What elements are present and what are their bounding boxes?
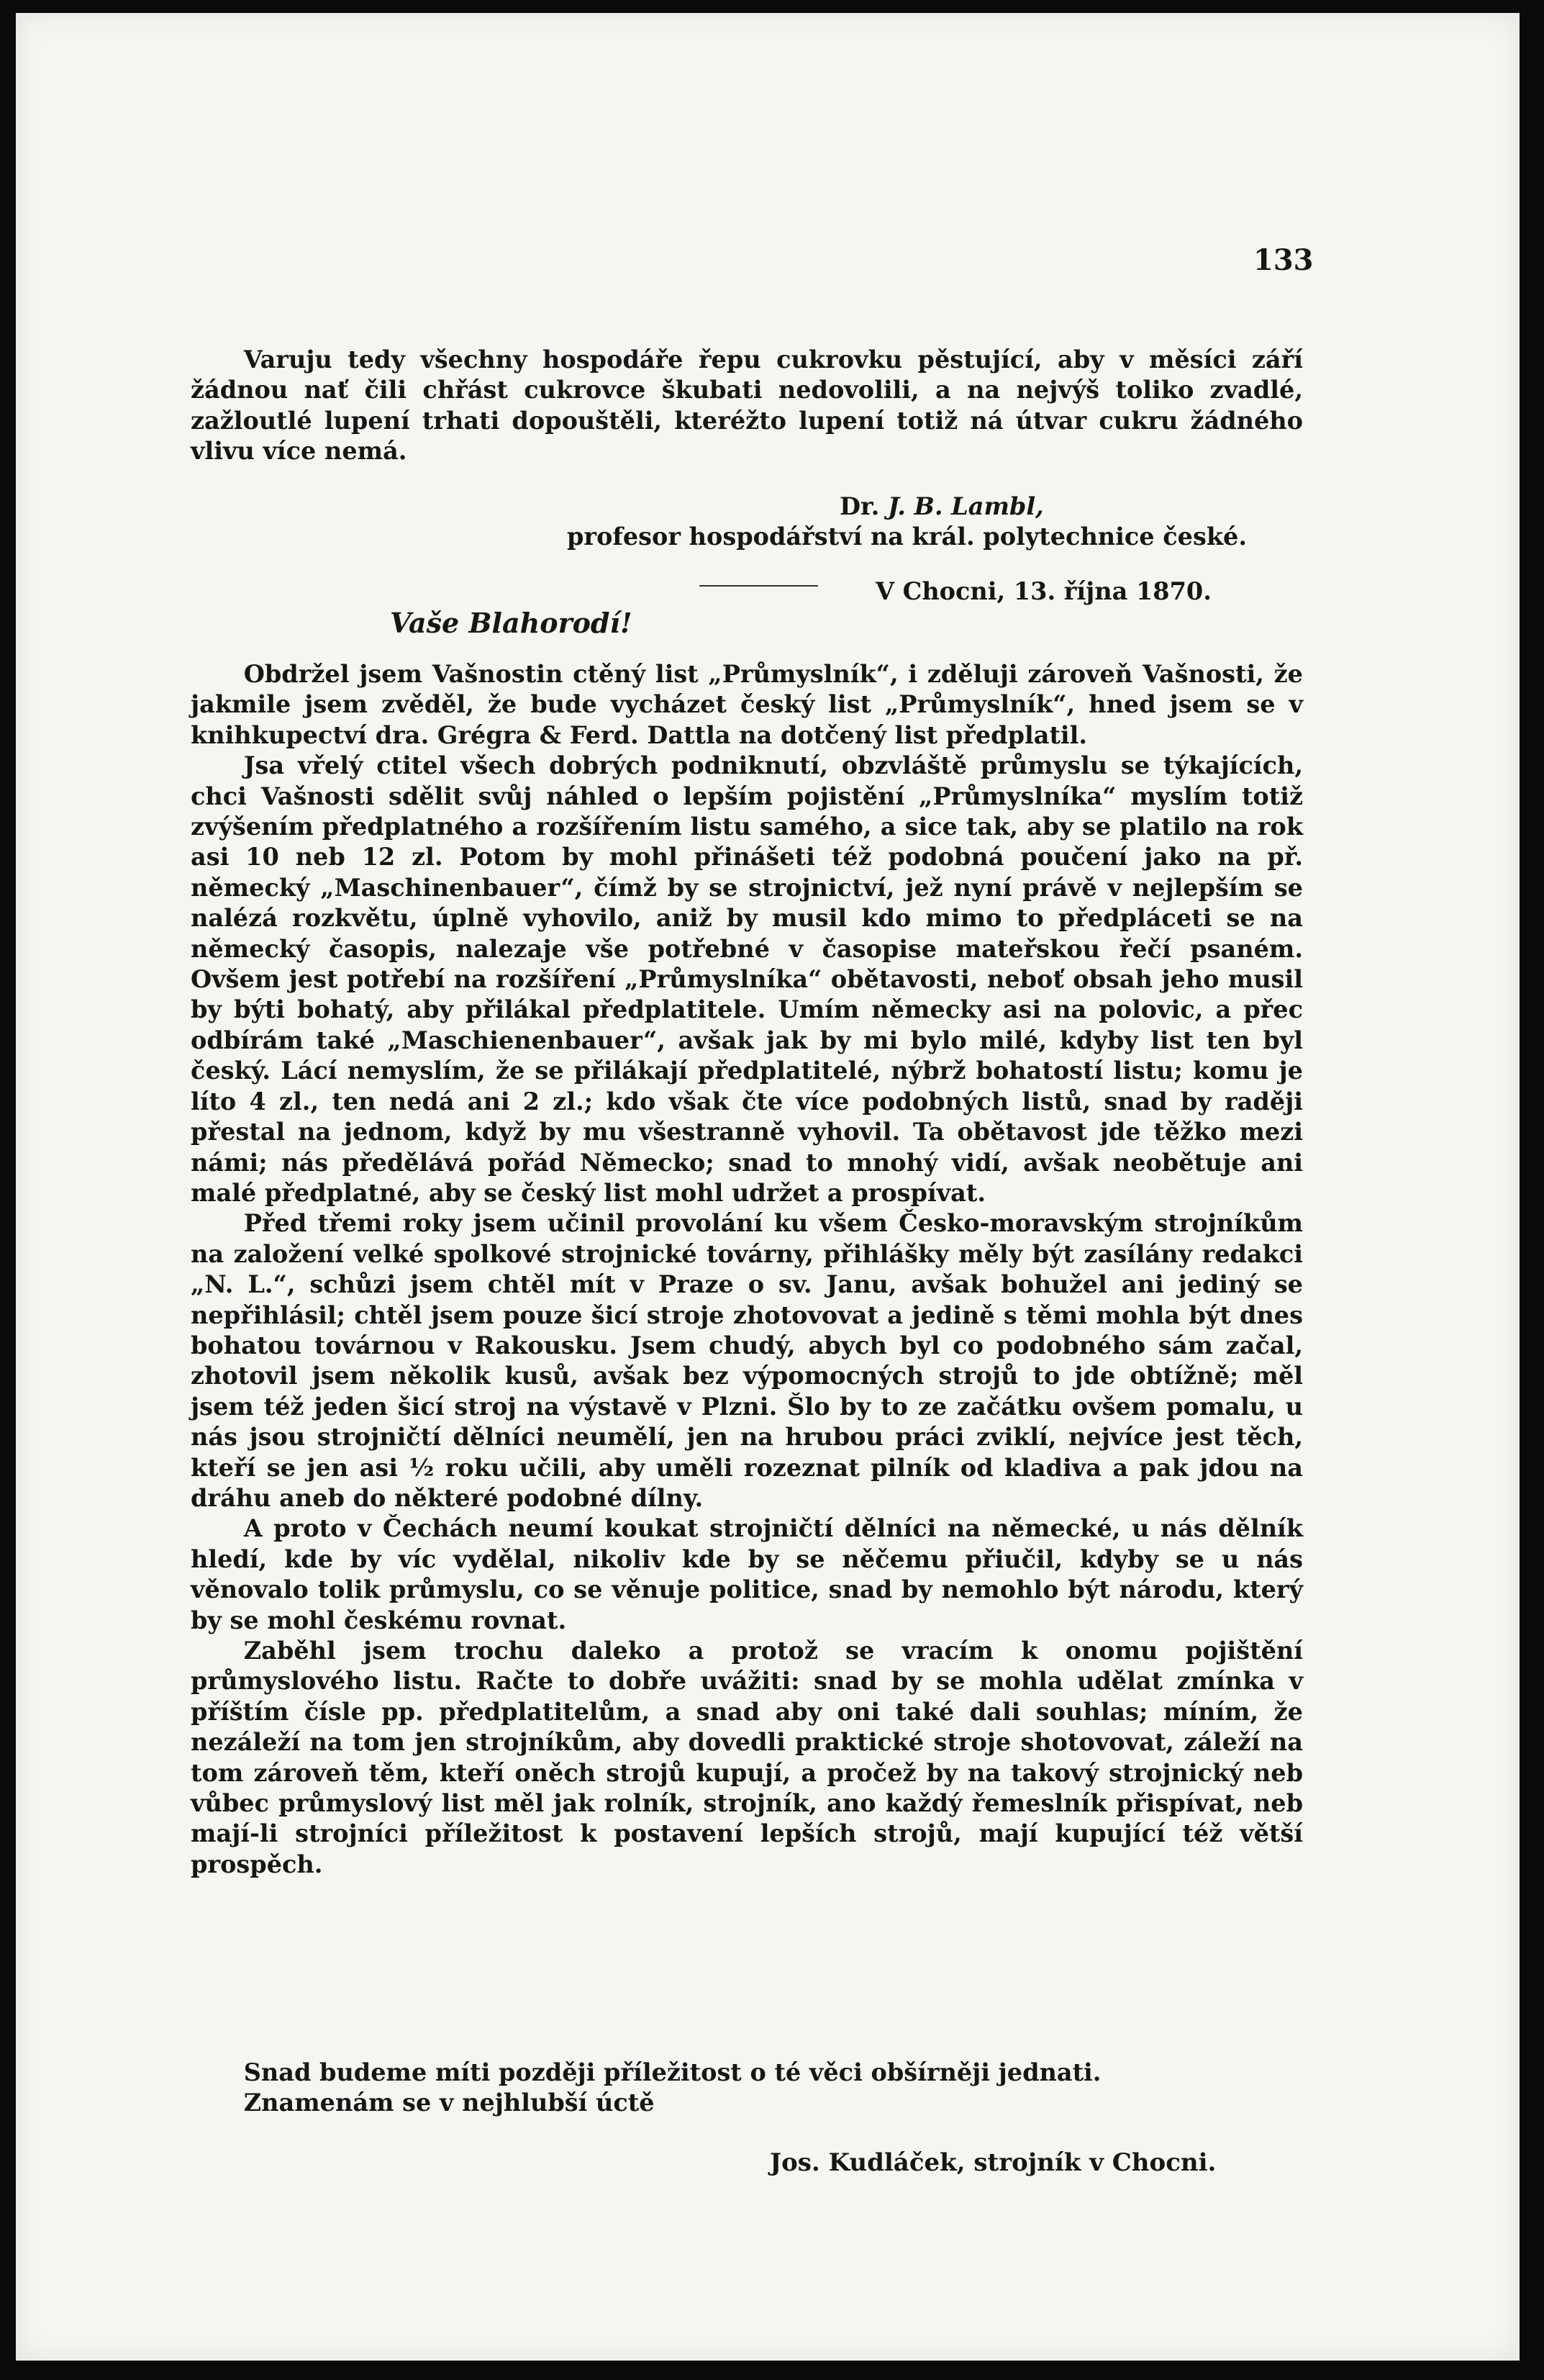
closing-lines: [191, 2058, 1303, 2119]
salutation: Vaše Blahorodí!: [390, 607, 632, 639]
intro-paragraph: [191, 345, 1303, 467]
signature-name-italic: J. B. Lambl,: [887, 492, 1044, 520]
section-divider: [699, 585, 818, 587]
closing-line-1: Snad budeme míti později příležitost o té věci obšírněji jednati.: [243, 2058, 1102, 2086]
paragraph: Varuju tedy všechny hospodáře řepu cukrovku pěstující, aby v měsíci září žádnou nať čili chřást cukrovce škubati nedovolili, a na nejvýš toliko zvadlé, zažloutlé lupení trhati dopouštěli, kteréžto lupení totiž ná útvar cukru žádného vlivu více nemá.: [191, 345, 1303, 466]
closing-line-2: Znamenám se v nejhlubší úctě: [243, 2089, 655, 2117]
letter-body: [191, 659, 1303, 1880]
signature-kudlacek: Jos. Kudláček, strojník v Chocni.: [770, 2148, 1217, 2177]
place-date: V Chocni, 13. října 1870.: [876, 577, 1212, 605]
page-number: 133: [1253, 243, 1314, 277]
signature-name: [840, 492, 1044, 522]
body-paragraph-5: Zaběhl jsem trochu daleko a protož se vracím k onomu pojištění průmyslového listu. Račte to dobře uvážiti: snad by se mohla udělat zmínka v příštím čísle pp. předplatitelům, a snad aby oni také dali souhlas; míním, že nezáleží na tom jen strojníkům, aby dovedli praktické stroje shotovovat, záleží na tom zároveň těm, kteří oněch strojů kupují, a pročež by na takový strojnický neb vůbec průmyslový list měl jak rolník, strojník, ano každý řemeslník přispívat, neb mají-li strojníci příležitost k postavení lepších strojů, mají kupující též větší prospěch.: [191, 1637, 1303, 1878]
body-paragraph-4: A proto v Čechách neumí koukat strojničtí dělníci na německé, u nás dělník hledí, kde by víc vydělal, nikoliv kde by se něčemu přiučil, kdyby se u nás věnovalo tolik průmyslu, co se věnuje politice, snad by nemohlo být národu, který by se mohl českému rovnat.: [191, 1514, 1303, 1634]
body-paragraph-1: Obdržel jsem Vašnostin ctěný list „Průmyslník“, i zděluji zároveň Vašnosti, že jakmile jsem zvěděl, že bude vycházet český list „Průmyslník“, hned jsem se v knihkupectví dra. Grégra & Ferd. Dattla na dotčený list předplatil.: [191, 660, 1303, 749]
signature-role: profesor hospodářství na král. polytechnice české.: [567, 522, 1248, 551]
signature-name-prefix: Dr.: [840, 492, 880, 520]
page-sheet: [16, 13, 1520, 2361]
body-paragraph-2: Jsa vřelý ctitel všech dobrých podniknutí, obzvláště průmyslu se týkajících, chci Vašnosti sdělit svůj náhled o lepším pojistění „Průmyslníka“ myslím totiž zvýšením předplatného a rozšířením listu samého, a sice tak, aby se platilo na rok asi 10 neb 12 zl. Potom by mohl přinášeti též podobná poučení jako na př. německý „Maschinenbauer“, čímž by se strojnictví, jež nyní právě v nejlepším se nalézá rozkvětu, úplně vyhovilo, aniž by musil kdo mimo to předpláceti se na německý časopis, nalezaje vše potřebné v časopise mateřskou řečí psaném. Ovšem jest potřebí na rozšíření „Průmyslníka“ obětavosti, neboť obsah jeho musil by býti bohatý, aby přilákal předplatitele. Umím německy asi na polovic, a přec odbírám také „Maschienenbauer“, avšak jak by mi bylo milé, kdyby list ten byl český. Lácí nemyslím, že se přilákají předplatitelé, nýbrž bohatostí listu; komu je líto 4 zl., ten nedá ani 2 zl.; kdo však čte více podobných listů, snad by raději přestal na jednom, když by mu všestranně vyhovil. Ta obětavost jde těžko mezi námi; nás předělává pořád Německo; snad to mnohý vidí, avšak neobětuje ani malé předplatné, aby se český list mohl udržet a prospívat.: [191, 751, 1303, 1207]
body-paragraph-3: Před třemi roky jsem učinil provolání ku všem Česko-moravským strojníkům na založení velké spolkové strojnické továrny, přihlášky měly být zasílány redakci „N. L.“, schůzi jsem chtěl mít v Praze o sv. Janu, avšak bohužel ani jediný se nepřihlásil; chtěl jsem pouze šicí stroje zhotovovat a jedině s těmi mohla být dnes bohatou továrnou v Rakousku. Jsem chudý, abych byl co podobného sám začal, zhotovil jsem několik kusů, avšak bez výpomocných strojů to jde obtížně; měl jsem též jeden šicí stroj na výstavě v Plzni. Šlo by to ze začátku ovšem pomalu, u nás jsou strojničtí dělníci neumělí, jen na hrubou práci zviklí, nejvíce jest těch, kteří se jen asi ½ roku učili, aby uměli rozeznat pilník od kladiva a pak jdou na dráhu aneb do některé podobné dílny.: [191, 1209, 1303, 1512]
